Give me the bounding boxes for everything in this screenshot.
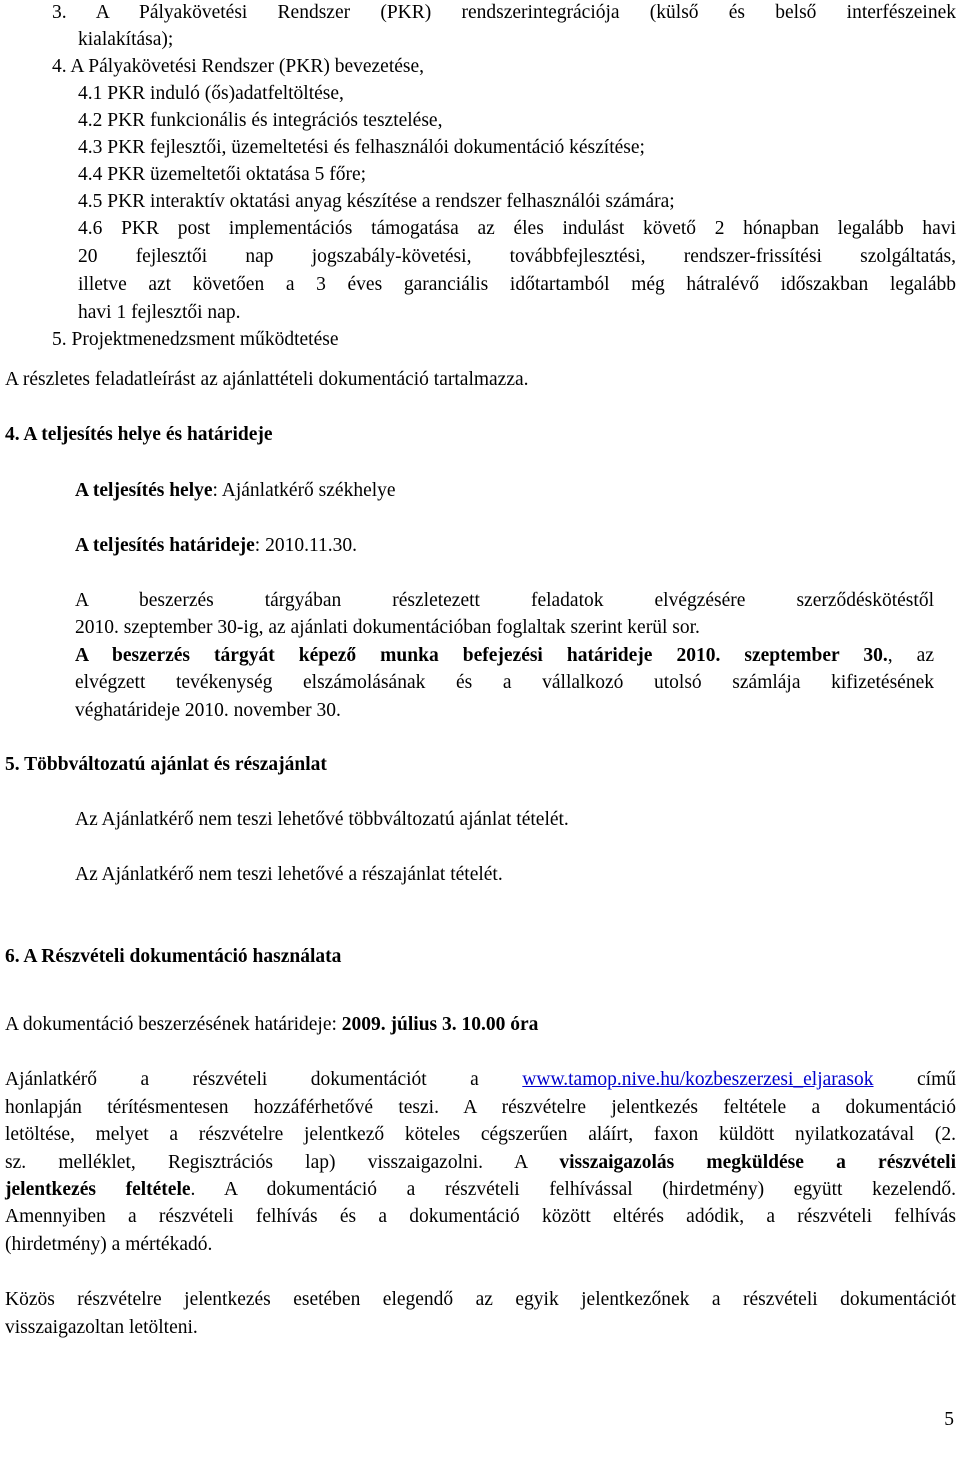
section-6-line1-post: című xyxy=(873,1069,956,1090)
document-deadline-text: A dokumentáció beszerzésének határideje: xyxy=(5,1014,342,1035)
list-item-4-2: 4.2 PKR funkcionális és integrációs tesztelése, xyxy=(78,110,443,131)
list-item-3-line2: kialakítása); xyxy=(78,29,174,50)
section-4-para2-line3: véghatárideje 2010. november 30. xyxy=(75,700,341,721)
detail-note: A részletes feladatleírást az ajánlattételi dokumentáció tartalmazza. xyxy=(5,369,529,390)
section-6-para-line1 xyxy=(5,1066,956,1093)
section-5-heading: 5. Többváltozatú ajánlat és részajánlat xyxy=(5,754,327,775)
document-deadline-bold: 2009. július 3. 10.00 óra xyxy=(341,1014,539,1035)
performance-place-value: : Ajánlatkérő székhelye xyxy=(212,480,396,501)
performance-deadline xyxy=(75,532,357,559)
joint-application-line2: visszaigazoltan letölteni. xyxy=(5,1317,198,1338)
section-4-para2-rest: , az xyxy=(887,645,934,666)
list-item-4-5: 4.5 PKR interaktív oktatási anyag készítése a rendszer felhasználói számára; xyxy=(78,191,675,212)
section-6-para-line7: (hirdetmény) a mértékadó. xyxy=(5,1234,213,1255)
list-item-5: 5. Projektmenedzsment működtetése xyxy=(52,329,339,350)
performance-place xyxy=(75,477,396,504)
section-4-para2-line2: elvégzett tevékenység elszámolásának és a vállalkozó utolsó számlája kifizetésének xyxy=(75,672,934,693)
section-4-para1-line1: A beszerzés tárgyában részletezett feladatok elvégzésére szerződéskötéstől xyxy=(75,590,934,611)
performance-place-label: A teljesítés helye xyxy=(75,480,213,501)
section-6-line4-pre: sz. melléklet, Regisztrációs lap) visszaigazolni. A xyxy=(5,1152,560,1173)
section-4-heading: 4. A teljesítés helye és határideje xyxy=(5,424,273,445)
section-4-para2-line1 xyxy=(75,642,934,669)
section-5-para1: Az Ajánlatkérő nem teszi lehetővé többváltozatú ajánlat tételét. xyxy=(75,809,569,830)
section-6-line5-rest: . A dokumentáció a részvételi felhívással (hirdetmény) együtt kezelendő. xyxy=(190,1179,956,1200)
section-5-para2: Az Ajánlatkérő nem teszi lehetővé a részajánlat tételét. xyxy=(75,864,503,885)
page-number: 5 xyxy=(944,1409,954,1430)
section-6-line1-pre: Ajánlatkérő a részvételi dokumentációt a xyxy=(5,1069,523,1090)
performance-deadline-label: A teljesítés határideje xyxy=(75,535,255,556)
list-item-4-1: 4.1 PKR induló (ős)adatfeltöltése, xyxy=(78,83,344,104)
section-6-line5-bold: jelentkezés feltétele xyxy=(5,1179,191,1200)
section-6-line4-bold: visszaigazolás megküldése a részvételi xyxy=(559,1152,956,1173)
list-item-4-3: 4.3 PKR fejlesztői, üzemeltetési és felhasználói dokumentáció készítése; xyxy=(78,137,645,158)
section-6-heading: 6. A Részvételi dokumentáció használata xyxy=(5,946,342,967)
list-item-4-6-line2: 20 fejlesztői nap jogszabály-követési, továbbfejlesztési, rendszer-frissítési szolgáltatás, xyxy=(78,246,956,267)
section-6-para-line2: honlapján térítésmentesen hozzáférhetővé teszi. A részvételre jelentkezés feltétele a dokumentáció xyxy=(5,1097,956,1118)
document-deadline xyxy=(5,1011,538,1038)
section-6-para-line3: letöltése, melyet a részvételre jelentkező köteles cégszerűen aláírt, faxon küldött nyilatkozatával (2. xyxy=(5,1124,956,1145)
performance-deadline-value: : 2010.11.30. xyxy=(254,535,357,556)
tamop-link[interactable]: www.tamop.nive.hu/kozbeszerzesi_eljarasok xyxy=(522,1069,874,1090)
list-item-3-line1: 3. A Pályakövetési Rendszer (PKR) rendszerintegrációja (külső és belső interfészeinek xyxy=(52,2,956,23)
section-6-para-line4 xyxy=(5,1149,956,1176)
list-item-4-6-line4: havi 1 fejlesztői nap. xyxy=(78,302,241,323)
list-item-4-4: 4.4 PKR üzemeltetői oktatása 5 főre; xyxy=(78,164,367,185)
section-6-para-line6: Amennyiben a részvételi felhívás és a dokumentáció között eltérés adódik, a részvételi felhívás xyxy=(5,1206,956,1227)
section-4-para1-line2: 2010. szeptember 30-ig, az ajánlati dokumentációban foglaltak szerint kerül sor. xyxy=(75,617,700,638)
joint-application-line1: Közös részvételre jelentkezés esetében elegendő az egyik jelentkezőnek a részvételi dokumentációt xyxy=(5,1289,956,1310)
list-item-4: 4. A Pályakövetési Rendszer (PKR) bevezetése, xyxy=(52,56,425,77)
list-item-4-6-line3: illetve azt követően a 3 éves garanciális időtartamból még hátralévő időszakban legalább xyxy=(78,274,956,295)
list-item-4-6-line1: 4.6 PKR post implementációs támogatása az éles indulást követő 2 hónapban legalább havi xyxy=(78,218,956,239)
section-6-para-line5 xyxy=(5,1176,956,1203)
completion-deadline-bold: A beszerzés tárgyát képező munka befejezési határideje 2010. szeptember 30. xyxy=(75,645,888,666)
